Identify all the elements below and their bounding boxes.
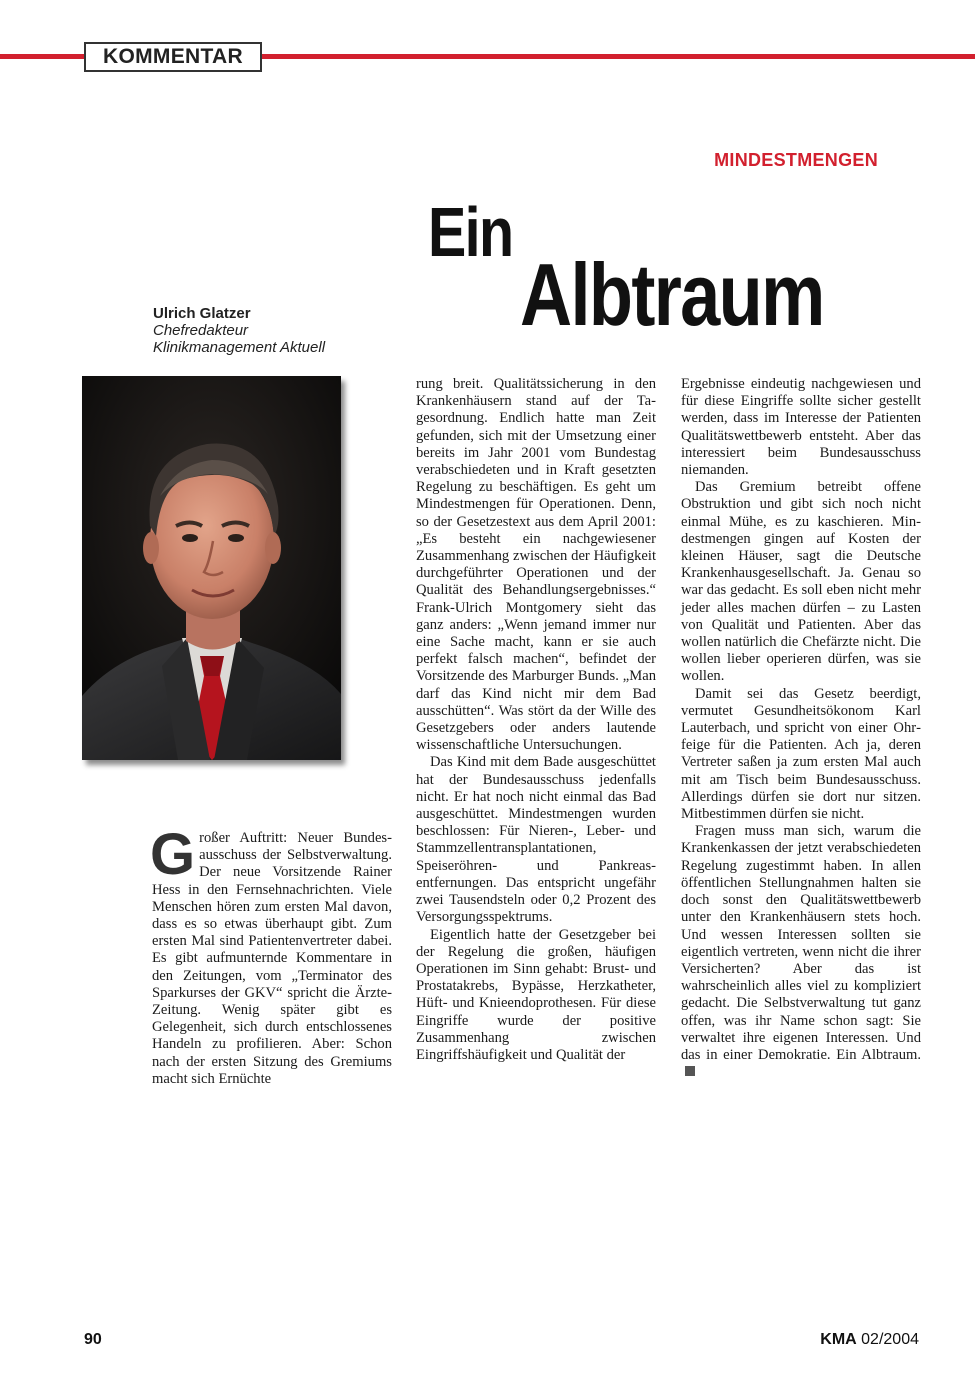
headline-line-2: Albtraum bbox=[520, 245, 824, 344]
portrait-illustration bbox=[82, 376, 341, 760]
author-byline bbox=[153, 305, 325, 356]
paragraph: Ergebnisse eindeutig nachgewiesen und für diese Eingriffe sollte sicher gestellt werden, dass im Interesse der Patienten Qualitätswettbewerb entsteht. Aber das interessiert beim Bundesausschuss niemanden. bbox=[681, 376, 921, 479]
paragraph: Eigentlich hatte der Gesetzgeber bei der Regelung die großen, häufigen Operationen im Sinn gehabt: Brust- und Prostatakrebs, Bypässe, Herzkatheter, Hüft- und Knieendoprothesen. Für diese Eingriffe wurde der positive Zusammenhang zwischen Eingriffshäufigkeit und Qualität der bbox=[416, 926, 656, 1063]
magazine-name: KMA bbox=[820, 1331, 857, 1348]
paragraph: Damit sei das Gesetz beerdigt, vermutet Gesundheitsökonom Karl Lauterbach, und spricht von einer Ohrfeige für die Patienten. Ach ja, deren Vertreter saßen ja zum ersten Mal auch mit am Tisch beim Bundesausschuss. Allerdings dürfen sie dort nur sitzen. Mitbestimmen dürfen sie nicht. bbox=[681, 685, 921, 823]
article-column-1 bbox=[150, 822, 392, 1088]
section-label: KOMMENTAR bbox=[84, 42, 262, 72]
author-publication: Klinikmanagement Aktuell bbox=[153, 339, 326, 356]
paragraph-text: roßer Auftritt: Neuer Bundesausschuss der Selbstverwaltung. Der neue Vorsitzende Rainer Hess in den Fernsehnachrichten. Viele Menschen hören zum ersten Mal davon, dass es so etwas überhaupt gibt. Zum ersten Mal sind Patientenvertreter dabei. Es gibt aufmunternde Kommentare in den Zeitungen, vom „Terminator des Sparkurses der GKV“ spricht die Ärzte-Zeitung. Wenig später gibt es Gelegenheit, sich durch entschlossenes Handeln zu profilieren. Aber: Schon nach der ersten Sitzung des Gremiums macht sich Ernüchte bbox=[152, 830, 392, 1087]
paragraph bbox=[150, 822, 392, 1088]
end-of-article-square-icon bbox=[685, 1066, 695, 1076]
page-number: 90 bbox=[84, 1331, 102, 1348]
author-name: Ulrich Glatzer bbox=[153, 305, 251, 322]
paragraph bbox=[681, 823, 921, 1081]
article-column-3 bbox=[681, 376, 921, 1081]
article-kicker: MINDESTMENGEN bbox=[714, 150, 878, 170]
paragraph: rung breit. Qualitätssicherung in den Krankenhäusern stand auf der Tagesordnung. Endlich hatte man Zeit gefunden, sich mit der Umsetzung einer bereits im Jahr 2001 vom Bundestag verabschiedeten und in Kraft gesetzten Regelung zu beschäftigen. Es geht um Mindestmengen für Operationen. Denn, so der Gesetzestext aus dem April 2001: „Es besteht ein nachgewiesener Zusammenhang zwischen der Häufigkeit durchgeführter Operationen und der Qualität des Behandlungsergebnisses.“ Frank-Ulrich Montgomery sieht das ganz anders: „Wenn jemand immer nur eine Sache macht, kann er sie auch perfekt falsch machen“, befindet der Vorsitzende des Marburger Bunds. „Man darf das Kind nicht mir dem Bad ausschütten“. Was stört da der Wille des Gesetzgebers oder anders lautende wissenschaftliche Untersuchungen. bbox=[416, 376, 656, 754]
article-column-2 bbox=[416, 376, 656, 1064]
dropcap-letter: G bbox=[150, 822, 196, 887]
magazine-issue bbox=[820, 1331, 919, 1349]
left-accent-line bbox=[0, 54, 84, 59]
author-portrait-photo bbox=[82, 376, 341, 760]
headline-line-1: Ein bbox=[428, 193, 513, 271]
right-accent-line bbox=[262, 54, 975, 59]
author-role: Chefredakteur bbox=[153, 322, 249, 339]
paragraph: Das Gremium betreibt offene Obstruktion und gibt sich noch nicht einmal Mühe, es zu kaschieren. Mindestmengen gingen auf Kosten der kleinen Häuser, sagt die Deutsche Krankenhausgesellschaft. Ja. Genau so war das gedacht. Es soll eben nicht mehr jeder alles machen dürfen – zu Lasten von Qualität und Patienten. Aber das wollen natürlich die Chefärzte nicht. Die wollen lieber operieren dürfen, was sie wollen. bbox=[681, 479, 921, 685]
paragraph-text: Fragen muss man sich, warum die Krankenkassen der jetzt verabschiedeten Regelung zugestimmt haben. In allen öffentlichen Stellungnahmen halten sie doch sonst den Qualitätswettbewerb unter den Krankenhäusern stets hoch. Und wessen Interessen sollten sie eigentlich vertreten, wenn nicht die ihrer Versicherten? Aber das ist wahrscheinlich alles viel zu kompliziert gedacht. Die Selbstverwaltung tut ganz offen, was ihr Name schon sagt: Sie verwaltet ihre eigenen Interessen. Und das in einer Demokratie. Ein Albtraum. bbox=[681, 823, 921, 1063]
paragraph: Das Kind mit dem Bade ausgeschüttet hat der Bundesausschuss jedenfalls nicht. Er hat noch nicht einmal das Bad ausgeschüttet. Mindestmengen wurden beschlossen: Für Nieren-, Leber- und Stammzellentransplantationen, Speiseröhren- und Pankreasentfernungen. Das entspricht ungefähr zwei Tausendsteln oder 0,2 Prozent des Versorgungsspektrums. bbox=[416, 754, 656, 926]
issue-number: 02/2004 bbox=[861, 1331, 919, 1348]
